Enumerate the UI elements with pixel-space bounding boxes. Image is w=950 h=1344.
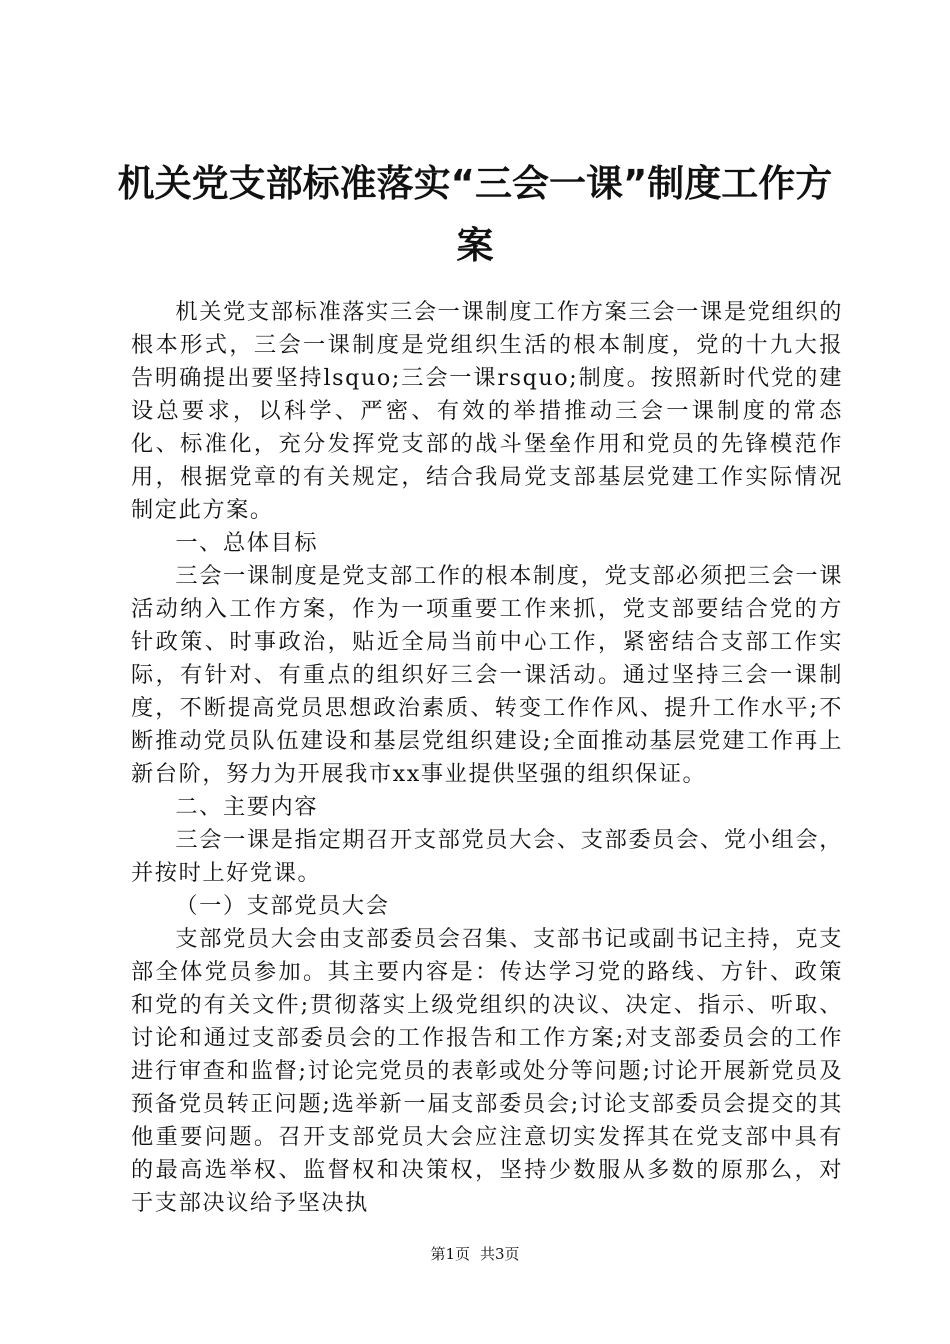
- paragraph-main-content: 三会一课是指定期召开支部党员大会、支部委员会、党小组会，并按时上好党课。: [131, 827, 843, 886]
- page-number: 第1页: [430, 1245, 470, 1263]
- section-heading-overall-goal: 一、总体目标: [175, 530, 319, 556]
- document-body: [131, 296, 843, 1220]
- title-line-2: 案: [456, 224, 494, 267]
- page-footer: [0, 1244, 950, 1264]
- title-line-1: 机关党支部标准落实“三会一课”制度工作方: [117, 162, 833, 205]
- section-heading-main-content: 二、主要内容: [175, 794, 319, 820]
- paragraph-intro: 机关党支部标准落实三会一课制度工作方案三会一课是党组织的根本形式，三会一课制度是党组织生活的根本制度，党的十九大报告明确提出要坚持lsquo;三会一课rsquo;制度。按照新时代党的建设总要求，以科学、严密、有效的举措推动三会一课制度的常态化、标准化，充分发挥党支部的战斗堡垒作用和党员的先锋模范作用，根据党章的有关规定，结合我局党支部基层党建工作实际情况制定此方案。: [131, 299, 843, 523]
- page-total: 共3页: [480, 1245, 520, 1263]
- paragraph-member-meeting: 支部党员大会由支部委员会召集、支部书记或副书记主持，克支部全体党员参加。其主要内容是：传达学习党的路线、方针、政策和党的有关文件;贯彻落实上级党组织的决议、决定、指示、听取、讨论和通过支部委员会的工作报告和工作方案;对支部委员会的工作进行审查和监督;讨论完党员的表彰或处分等问题;讨论开展新党员及预备党员转正问题;选举新一届支部委员会;讨论支部委员会提交的其他重要问题。召开支部党员大会应注意切实发挥其在党支部中具有的最高选举权、监督权和决策权，坚持少数服从多数的原那么，对于支部决议给予坚决执: [131, 926, 843, 1216]
- paragraph-overall-goal: 三会一课制度是党支部工作的根本制度，党支部必须把三会一课活动纳入工作方案，作为一项重要工作来抓，党支部要结合党的方针政策、时事政治，贴近全局当前中心工作，紧密结合支部工作实际，有针对、有重点的组织好三会一课活动。通过坚持三会一课制度，不断提高党员思想政治素质、转变工作作风、提升工作水平;不断推动党员队伍建设和基层党组织建设;全面推动基层党建工作再上新台阶，努力为开展我市xx事业提供坚强的组织保证。: [131, 563, 843, 787]
- subsection-heading-member-meeting: （一）支部党员大会: [175, 893, 390, 919]
- document-title: [100, 153, 850, 277]
